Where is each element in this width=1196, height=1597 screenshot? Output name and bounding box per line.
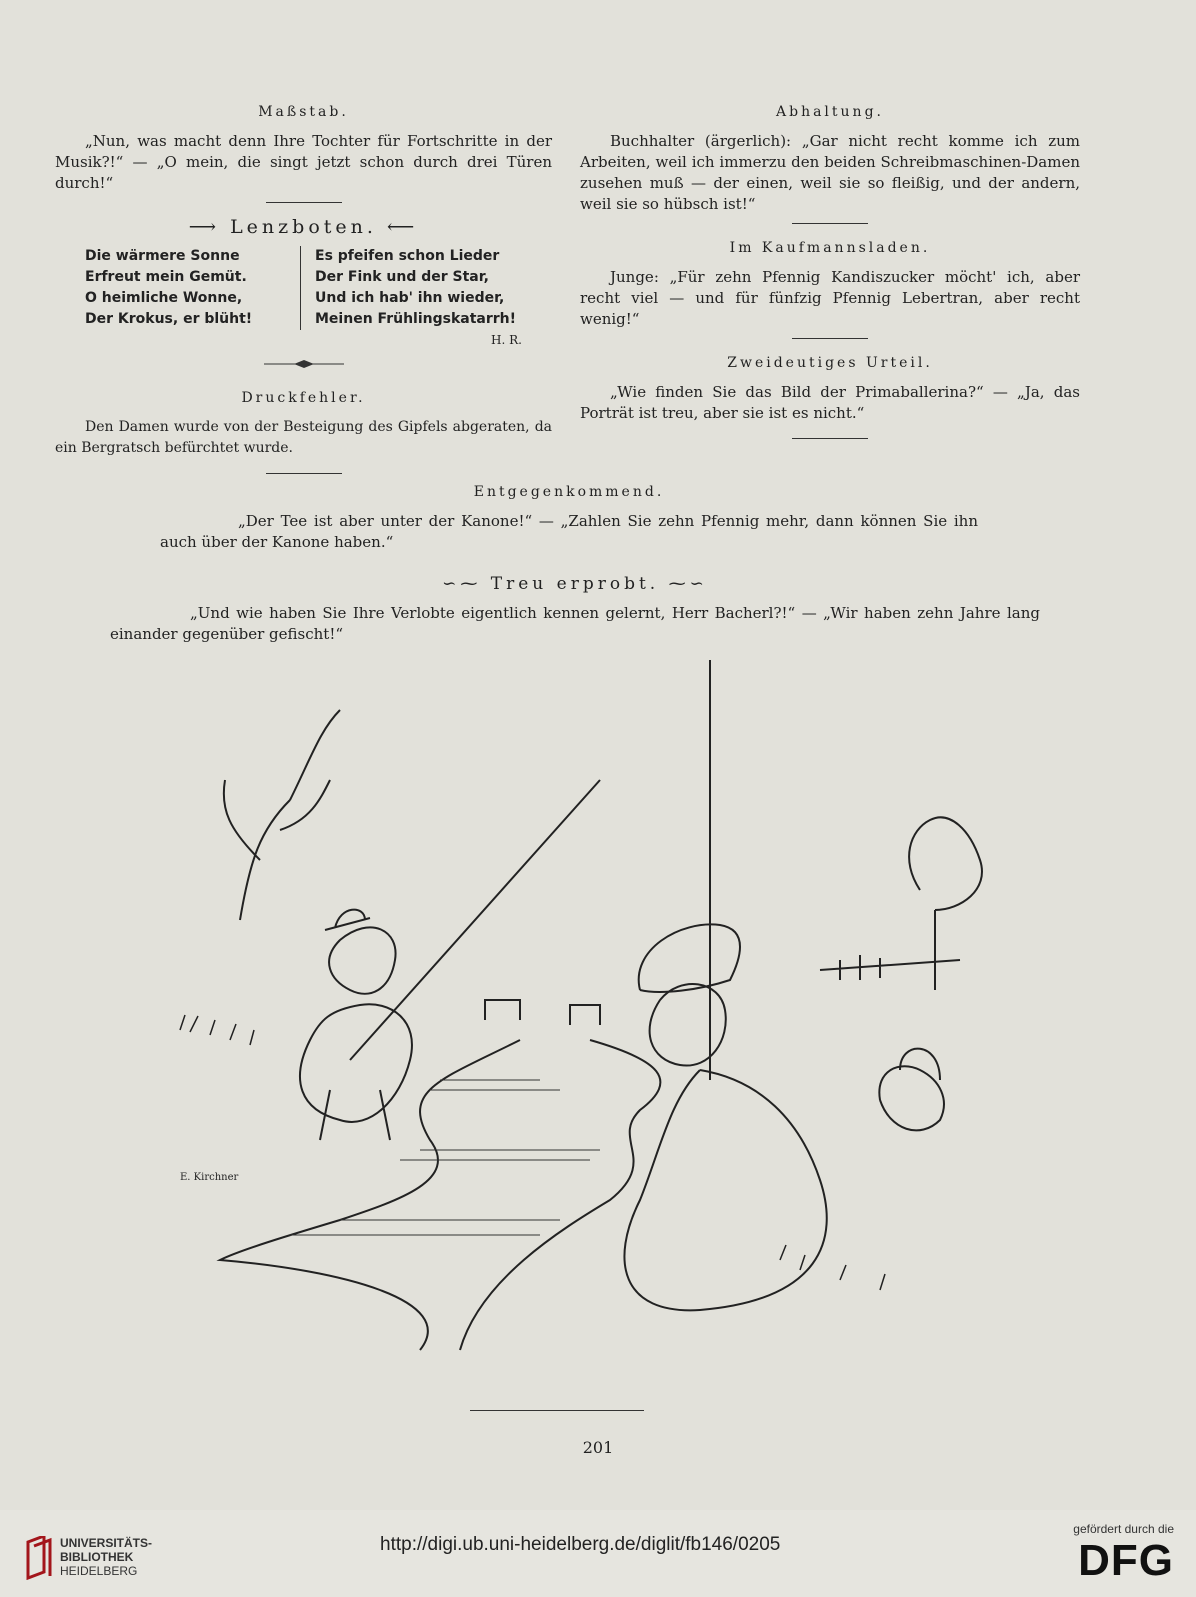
divider xyxy=(266,202,342,203)
tree-left xyxy=(224,710,340,920)
left-column xyxy=(55,102,552,482)
artist-signature: E. Kirchner xyxy=(180,1172,239,1183)
dfg-wordmark: DFG xyxy=(1078,1536,1174,1585)
druckfehler-text: Den Damen wurde von der Besteigung des Gipfels abgeraten, da ein Bergratsch befürchtet wurde. xyxy=(55,419,552,456)
flourish-left-icon: ∽⁓ xyxy=(442,574,482,594)
poem-right-stanza: Es pfeifen schon Lieder Der Fink und der Star, Und ich hab' ihn wieder, Meinen Frühlingskatarrh! xyxy=(315,248,517,327)
woman-figure xyxy=(624,984,826,1310)
woman-hat xyxy=(639,924,740,992)
treu-text: „Und wie haben Sie Ihre Verlobte eigentlich kennen gelernt, Herr Bacherl?!“ — „Wir haben zehn Jahre lang einander gegenüber gefischt!“ xyxy=(110,604,1040,643)
footer-bar xyxy=(0,1512,1196,1597)
lenzboten-poem xyxy=(55,246,552,330)
bottom-divider xyxy=(470,1410,644,1411)
divider xyxy=(266,473,342,474)
kaufmannsladen-text: Junge: „Für zehn Pfennig Kandiszucker möcht' ich, aber recht viel — und für fünfzig Pfennig Lebertran, aber recht wenig!“ xyxy=(580,268,1080,328)
lenzboten-title: ⟶ Lenzboten. ⟵ xyxy=(188,216,419,238)
poem-left-stanza: Die wärmere Sonne Erfreut mein Gemüt. O heimliche Wonne, Der Krokus, er blüht! xyxy=(55,246,301,330)
dfg-logo[interactable] xyxy=(1073,1522,1174,1586)
urteil-title: Zweideutiges Urteil. xyxy=(727,355,933,371)
right-column xyxy=(580,102,1080,447)
kaufmannsladen-title: Im Kaufmannsladen. xyxy=(729,240,931,256)
stream-left-bank xyxy=(220,1040,520,1350)
entgegenkommend-text: „Der Tee ist aber unter der Kanone!“ — „Zahlen Sie zehn Pfennig mehr, dann können Sie ihn auch über der Kanone haben.“ xyxy=(160,512,978,551)
flourish-right-icon: ⁓∽ xyxy=(668,574,708,594)
arrow-right-icon: ⟶ xyxy=(188,216,221,238)
poem-author: H. R. xyxy=(491,333,522,347)
treu-section xyxy=(110,574,1040,645)
druckfehler-title: Druckfehler. xyxy=(241,390,366,406)
arrow-left-icon: ⟵ xyxy=(386,216,419,238)
abhaltung-text: Buchhalter (ärgerlich): „Gar nicht recht komme ich zum Arbeiten, weil ich immerzu den beiden Schreibmaschinen-Damen zusehen muß — der einen, weil sie so fleißig, und der andern, weil sie so hübsch ist!“ xyxy=(580,132,1080,213)
digital-url-link[interactable]: http://digi.ub.uni-heidelberg.de/diglit/fb146/0205 xyxy=(380,1534,781,1555)
treu-title: ∽⁓ Treu erprobt. ⁓∽ xyxy=(442,574,708,594)
basket xyxy=(879,1049,944,1131)
fishing-illustration xyxy=(140,660,1040,1380)
page-number: 201 xyxy=(582,1438,614,1457)
man-fishing-rod xyxy=(350,780,600,1060)
urteil-text: „Wie finden Sie das Bild der Primaballerina?“ — „Ja, das Porträt ist treu, aber sie ist es nicht.“ xyxy=(580,383,1080,422)
library-logo[interactable]: UNIVERSITÄTS- BIBLIOTHEK HEIDELBERG xyxy=(24,1536,152,1578)
stream-right-bank xyxy=(460,1040,660,1350)
man-hat xyxy=(325,910,370,930)
massstab-text: „Nun, was macht denn Ihre Tochter für Fortschritte in der Musik?!“ — „O mein, die singt jetzt schon durch drei Türen durch!“ xyxy=(55,132,552,192)
entgegenkommend-section xyxy=(160,482,978,553)
massstab-title: Maßstab. xyxy=(258,104,349,120)
entgegenkommend-title: Entgegenkommend. xyxy=(473,484,665,500)
library-book-icon xyxy=(24,1536,54,1580)
tree-right xyxy=(909,817,982,990)
divider xyxy=(792,223,868,224)
houses xyxy=(485,1000,600,1025)
funded-by-text: gefördert durch die xyxy=(1073,1522,1174,1536)
fence xyxy=(820,955,960,980)
ornament-divider xyxy=(55,353,552,374)
abhaltung-title: Abhaltung. xyxy=(776,104,884,120)
divider xyxy=(792,438,868,439)
man-figure xyxy=(300,927,412,1140)
divider xyxy=(792,338,868,339)
